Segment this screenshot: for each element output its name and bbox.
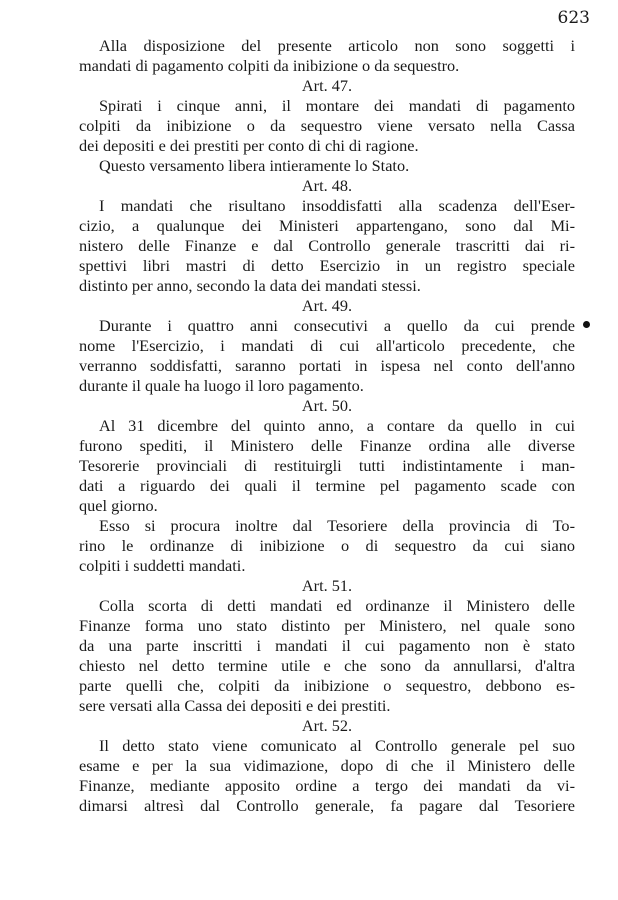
article-heading: Art. 49. [301,296,353,315]
text-line: Alla disposizione del presente articolo non sono soggetti i [99,36,575,55]
ink-spot [583,321,590,328]
text-line: chiesto nel detto termine utile e che sono da annullarsi, d'altra [79,656,575,675]
text-line: I mandati che risultano insoddisfatti alla scadenza dell'Eser- [99,196,575,215]
text-line: furono spediti, il Ministero delle Finanze ordina alle diverse [79,436,575,455]
paragraph [79,516,575,576]
text-line: Tesorerie provinciali di restituirgli tutti indistintamente i man- [79,456,575,475]
text-line: quel giorno. [79,496,158,515]
text-line: verranno soddisfatti, saranno portati in ispesa nel conto dell'anno [79,356,575,375]
text-line: nistero delle Finanze e dal Controllo generale trascritti dai ri- [79,236,575,255]
text-line: da una parte inscritti i mandati il cui pagamento non è stato [79,636,575,655]
text-line: Questo versamento libera intieramente lo Stato. [99,156,410,175]
text-line: mandati di pagamento colpiti da inibizione o da sequestro. [79,56,460,75]
article-heading: Art. 51. [301,576,353,595]
paragraph [79,156,575,176]
text-line: esame e per la sua vidimazione, dopo di che il Ministero delle [79,756,575,775]
text-line: parte quelli che, colpiti da inibizione o sequestro, debbono es- [79,676,575,695]
text-line: Esso si procura inoltre dal Tesoriere della provincia di To- [99,516,575,535]
article-heading: Art. 47. [301,76,353,95]
text-line: distinto per anno, secondo la data dei mandati stessi. [79,276,421,295]
text-line: cizio, a qualunque dei Ministeri appartengano, sono dal Mi- [79,216,575,235]
paragraph [79,736,575,816]
text-line: spettivi libri mastri di detto Esercizio in un registro speciale [79,256,575,275]
text-line: nome l'Esercizio, i mandati di cui all'articolo precedente, che [79,336,575,355]
text-line: Spirati i cinque anni, il montare dei mandati di pagamento [99,96,575,115]
text-line: colpiti i suddetti mandati. [79,556,246,575]
paragraph [79,316,575,396]
text-line: rino le ordinanze di inibizione o di sequestro da cui siano [79,536,575,555]
page-body [79,36,575,816]
text-line: Colla scorta di detti mandati ed ordinanze il Ministero delle [99,596,575,615]
paragraph [79,196,575,296]
paragraph [79,96,575,156]
text-line: Finanze forma uno stato distinto per Ministero, nel quale sono [79,616,575,635]
paragraph [79,596,575,716]
text-line: dimarsi altresì dal Controllo generale, fa pagare dal Tesoriere [79,796,575,815]
article-heading: Art. 52. [301,716,353,735]
text-line: Finanze, mediante apposito ordine a tergo dei mandati da vi- [79,776,575,795]
article-heading: Art. 50. [301,396,353,415]
text-line: dati a riguardo dei quali il termine pel pagamento scade con [79,476,575,495]
paragraph [79,36,575,76]
text-line: dei depositi e dei prestiti per conto di chi di ragione. [79,136,419,155]
text-line: durante il quale ha luogo il loro pagamento. [79,376,364,395]
paragraph [79,416,575,516]
article-heading: Art. 48. [301,176,353,195]
text-line: Al 31 dicembre del quinto anno, a contare da quello in cui [99,416,575,435]
text-line: Il detto stato viene comunicato al Controllo generale pel suo [99,736,575,755]
text-line: colpiti da inibizione o da sequestro viene versato nella Cassa [79,116,575,135]
page-number: 623 [557,8,590,28]
text-line: Durante i quattro anni consecutivi a quello da cui prende [99,316,575,335]
text-line: sere versati alla Cassa dei depositi e dei prestiti. [79,696,391,715]
